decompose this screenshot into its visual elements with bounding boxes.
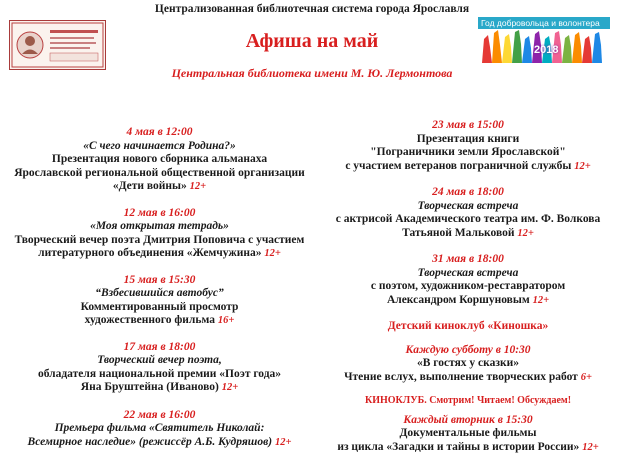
event-description-line: Творческий вечер поэта Дмитрия Поповича с участием xyxy=(14,233,305,246)
event-date: 23 мая в 15:00 xyxy=(432,119,504,131)
event-description-line: обладателя национальной премии «Поэт года» xyxy=(37,367,282,380)
event-description-line: Документальные фильмы xyxy=(399,427,537,439)
event-description-line: Чтение вслух, выполнение творческих работ 6+ xyxy=(344,370,592,383)
event-description-line: Презентация книги xyxy=(416,132,520,145)
event-description-line: из цикла «Загадки и тайны в истории России» 12+ xyxy=(337,440,599,453)
age-rating: 6+ xyxy=(580,371,592,383)
event-item xyxy=(318,186,618,240)
event-date: 4 мая в 12:00 xyxy=(126,126,193,138)
event-description-line: Яна Бруштейна (Иваново) 12+ xyxy=(80,381,239,393)
event-date: 15 мая в 15:30 xyxy=(123,273,196,286)
event-date: 22 мая в 16:00 xyxy=(123,408,196,421)
age-rating: 12+ xyxy=(221,382,239,393)
event-description-line: "Пограничники земли Ярославской" xyxy=(370,146,566,158)
event-description-line: “Взбесившийся автобус” xyxy=(95,287,224,299)
age-rating: 12+ xyxy=(264,248,281,259)
event-description-line: «С чего начинается Родина?» xyxy=(83,139,236,152)
event-description-line: Татьяной Мальковой 12+ xyxy=(402,226,534,239)
event-date: 12 мая в 16:00 xyxy=(123,206,196,219)
event-item xyxy=(318,344,618,385)
kinoklub-slogan: КИНОКЛУБ. Смотрим! Читаем! Обсуждаем! xyxy=(364,395,572,406)
event-item xyxy=(6,126,313,194)
event-item xyxy=(6,409,313,450)
banner-year: 2018 xyxy=(534,44,559,56)
event-description-line: Александром Коршуновым 12+ xyxy=(386,293,550,306)
event-description-line: Всемирное наследие» (режиссёр А.Б. Кудряшов) 12+ xyxy=(27,435,292,448)
library-logo-icon xyxy=(10,21,105,69)
volunteer-year-banner xyxy=(478,17,610,63)
left-events-column xyxy=(6,126,313,462)
library-logo xyxy=(9,20,106,70)
event-date: 17 мая в 18:00 xyxy=(123,340,196,353)
age-rating: 12+ xyxy=(532,294,550,306)
age-rating: 12+ xyxy=(189,181,207,192)
age-rating: 12+ xyxy=(517,227,534,239)
event-date: 31 мая в 18:00 xyxy=(432,253,504,265)
event-date: 24 мая в 18:00 xyxy=(432,186,504,198)
event-item xyxy=(318,119,618,173)
event-item xyxy=(318,414,618,455)
event-description-line: Комментированный просмотр xyxy=(80,300,239,313)
event-description-line: с участием ветеранов пограничной службы 12+ xyxy=(345,159,591,172)
age-rating: 12+ xyxy=(582,441,599,453)
event-item xyxy=(6,207,313,261)
event-description-line: «Моя открытая тетрадь» xyxy=(90,220,229,232)
event-description-line: Премьера фильма «Святитель Николай: xyxy=(54,422,265,434)
event-description-line: «Дети войны» 12+ xyxy=(112,180,207,192)
banner-caption: Год добровольца и волонтера xyxy=(481,18,600,28)
event-date: Каждый вторник в 15:30 xyxy=(403,413,533,426)
kinoklub-heading: Детский киноклуб «Киношка» xyxy=(387,320,549,332)
event-date: Каждую субботу в 10:30 xyxy=(405,343,531,356)
organization-name: Централизованная библиотечная система города Ярославля xyxy=(154,3,470,15)
right-events-column xyxy=(318,119,618,467)
event-description-line: художественного фильма 16+ xyxy=(84,314,235,326)
event-description-line: с поэтом, художником-реставратором xyxy=(370,280,566,292)
event-description-line: литературного объединения «Жемчужина» 12+ xyxy=(38,247,281,259)
event-description-line: с актрисой Академического театра им. Ф. Волкова xyxy=(335,213,601,225)
library-name: Центральная библиотека имени М. Ю. Лермонтова xyxy=(171,66,453,80)
page-title: Афиша на май xyxy=(245,30,379,52)
event-description-line: Творческая встреча xyxy=(417,266,519,279)
age-rating: 12+ xyxy=(574,160,591,172)
event-item xyxy=(318,253,618,307)
age-rating: 12+ xyxy=(274,436,292,448)
event-description-line: «В гостях у сказки» xyxy=(417,357,519,369)
event-item xyxy=(6,274,313,328)
event-item xyxy=(6,341,313,395)
event-description-line: Творческий вечер поэта, xyxy=(97,354,222,366)
event-description-line: Презентация нового сборника альманаха xyxy=(51,153,268,165)
event-description-line: Творческая встреча xyxy=(417,199,519,212)
age-rating: 16+ xyxy=(217,315,235,326)
event-description-line: Ярославской региональной общественной организации xyxy=(14,166,305,179)
